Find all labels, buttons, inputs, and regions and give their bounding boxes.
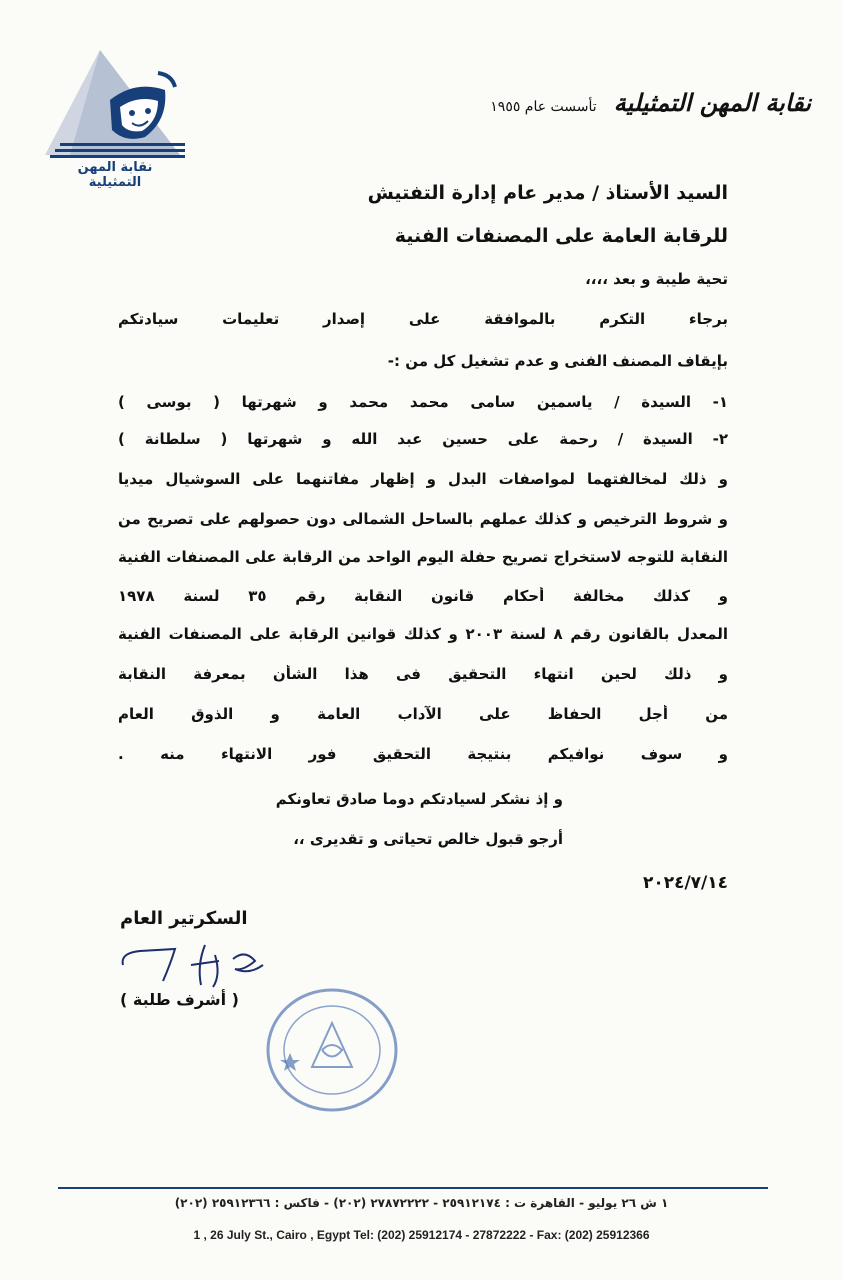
body-line: ٢- السيدة / رحمة على حسين عبد الله و شهرتها ( سلطانة )	[118, 430, 728, 448]
greeting: تحية طيبة و بعد ،،،،	[585, 270, 728, 288]
body-line: و ذلك لحين انتهاء التحقيق فى هذا الشأن بمعرفة النقابة	[118, 665, 728, 683]
signatory-title: السكرتير العام	[120, 908, 248, 929]
body-line: ١- السيدة / ياسمين سامى محمد محمد و شهرتها ( بوسى )	[118, 393, 728, 411]
established-date: تأسست عام ١٩٥٥	[490, 99, 597, 115]
official-stamp-icon	[262, 985, 402, 1115]
signatory-name: ( أشرف طلبة )	[120, 990, 239, 1009]
body-line: برجاء التكرم بالموافقة على إصدار تعليمات سيادتكم	[118, 310, 728, 328]
body-line: المعدل بالقانون رقم ٨ لسنة ٢٠٠٣ و كذلك قوانين الرقابة على المصنفات الفنية	[118, 625, 728, 643]
body-line: و سوف نوافيكم بنتيجة التحقيق فور الانتهاء منه .	[118, 745, 728, 763]
logo-caption: نقابة المهن التمثيلية	[77, 160, 153, 190]
footer-address-arabic: ١ ش ٢٦ يوليو - القاهرة ت : ٢٥٩١٢١٧٤ - ٢٧٨٧٢٢٢٢ (٢٠٢) - فاكس : ٢٥٩١٢٣٦٦ (٢٠٢)	[174, 1196, 669, 1210]
footer-divider	[58, 1187, 768, 1189]
org-name: نقابة المهن التمثيلية	[613, 88, 811, 117]
body-line: بإيقاف المصنف الفنى و عدم تشغيل كل من :-	[387, 352, 728, 370]
closing-line-1: و إذ نشكر لسيادتكم دوما صادق تعاونكم	[275, 790, 563, 808]
body-line: و كذلك مخالفة أحكام قانون النقابة رقم ٣٥ لسنة ١٩٧٨	[118, 587, 728, 605]
body-line: و ذلك لمخالفتهما لمواصفات البدل و إظهار مفاتنهما على السوشيال ميديا	[118, 470, 728, 488]
closing-line-2: أرجو قبول خالص تحياتى و تقديرى ،،	[293, 830, 563, 848]
body-line: النقابة للتوجه لاستخراج تصريح حفلة اليوم الواحد من الرقابة على المصنفات الفنية	[118, 548, 728, 566]
body-line: و شروط الترخيص و كذلك عملهم بالساحل الشمالى دون حصولهم على تصريح من	[118, 510, 728, 528]
org-header	[490, 88, 811, 117]
footer-address-english: 1 , 26 July St., Cairo , Egypt Tel: (202) 25912174 - 27872222 - Fax: (202) 25912366	[193, 1228, 650, 1242]
letter-date: ٢٠٢٤/٧/١٤	[642, 873, 728, 893]
addressee-line-1: السيد الأستاذ / مدير عام إدارة التفتيش	[367, 182, 728, 204]
handwritten-signature-icon	[115, 935, 275, 995]
addressee-line-2: للرقابة العامة على المصنفات الفنية	[394, 225, 728, 247]
body-line: من أجل الحفاظ على الآداب العامة و الذوق العام	[118, 705, 728, 723]
